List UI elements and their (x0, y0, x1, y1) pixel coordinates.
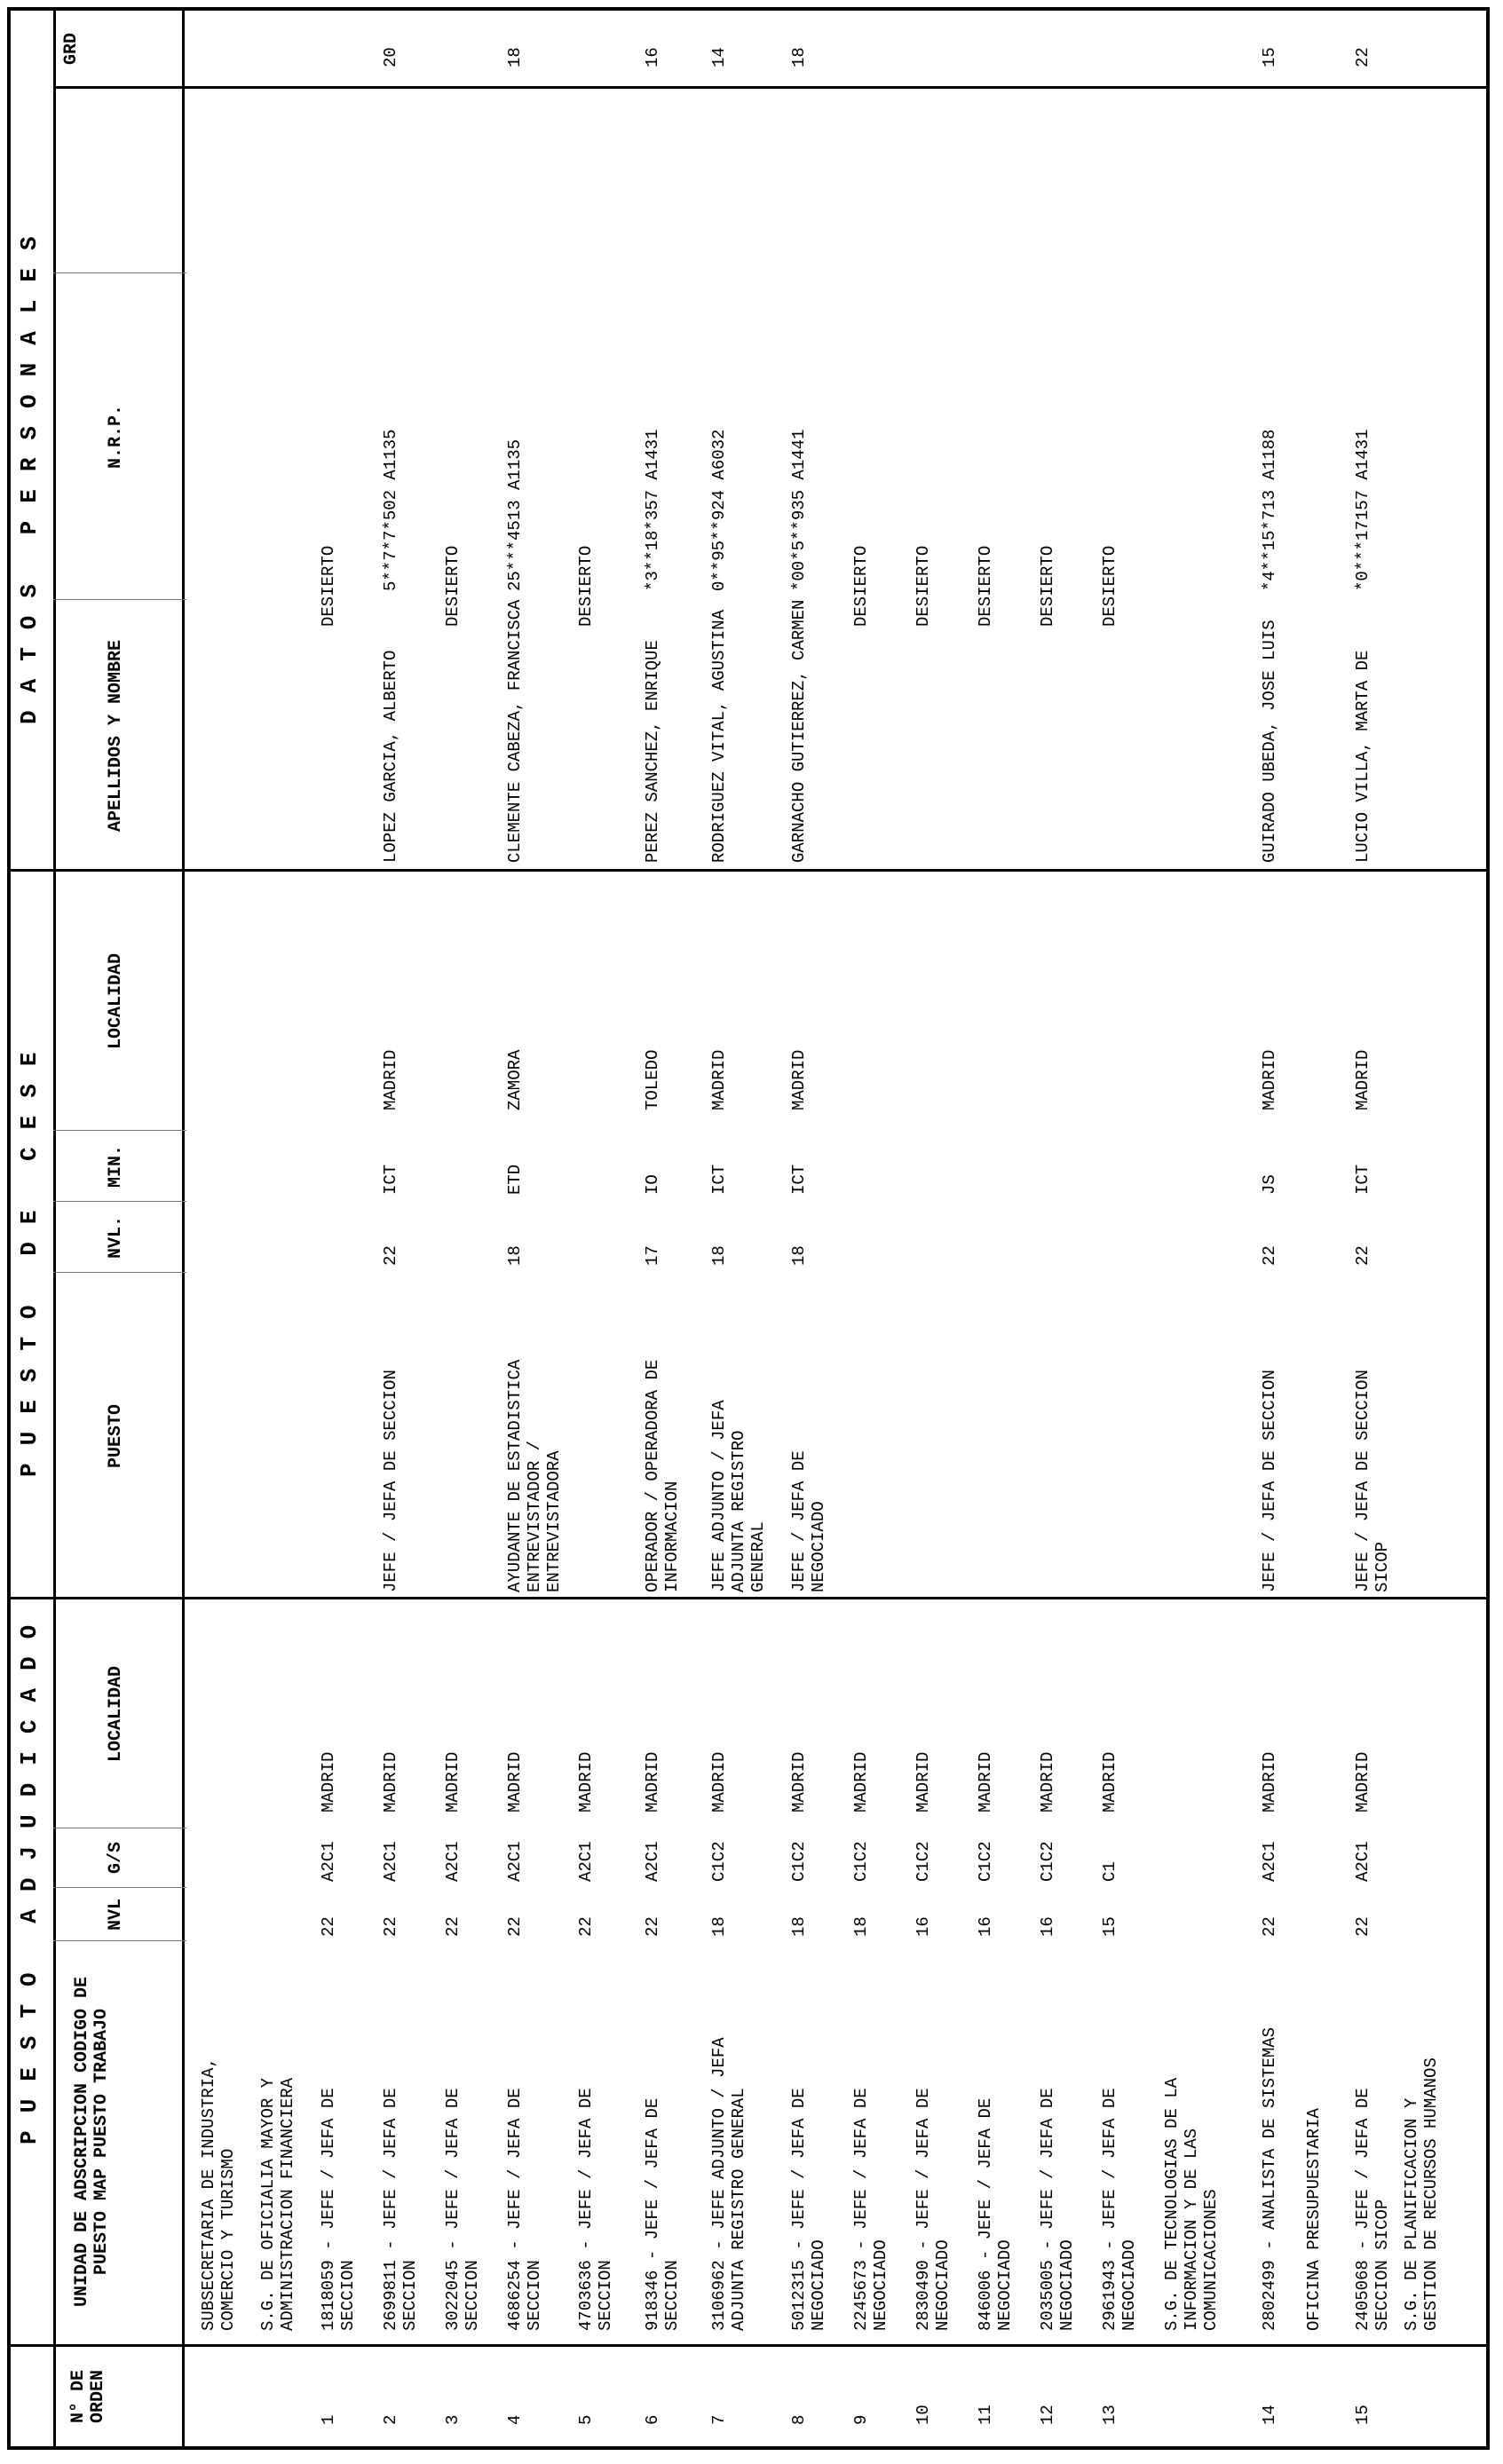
cese-puesto-line2: INFORMACION (662, 1481, 682, 1592)
apellidos-nombre: LOPEZ GARCIA, ALBERTO (381, 650, 400, 863)
gs-cell: A2C1 (505, 1841, 525, 1882)
header-unidad: UNIDAD DE ADSCRIPCION CODIGO DE PUESTO MAP PUESTO TRABAJO (72, 1976, 112, 2308)
section-heading: ADMINISTRACION FINANCIERA (278, 2077, 297, 2331)
grd-divider (53, 86, 1490, 89)
nrp-cell: 5**7*7*502 A1135 (381, 429, 400, 591)
section-heading: COMERCIO Y TURISMO (218, 2148, 238, 2331)
cese-puesto: JEFE / JEFA DE SECCION (1353, 1370, 1372, 1592)
cese-puesto-line3: GENERAL (748, 1521, 768, 1592)
gs-cell: C1C2 (789, 1841, 809, 1882)
nvl-cell: 18 (851, 1916, 871, 1937)
header-min: MIN. (106, 1145, 126, 1189)
section-heading: S.G. DE TECNOLOGIAS DE LA (1162, 2077, 1182, 2331)
header-nvl: NVL (106, 1899, 126, 1931)
section-heading: SUBSECRETARIA DE INDUSTRIA, (199, 2057, 218, 2331)
group-datos: DATOS PERSONALES (16, 218, 43, 724)
gs-cell: A2C1 (1353, 1841, 1372, 1882)
cese-min: IO (643, 1174, 662, 1195)
gs-cell: C1C2 (914, 1841, 933, 1882)
localidad-cell: MADRID (505, 1751, 525, 1812)
group-adjudicado: PUESTO ADJUDICADO (16, 1607, 43, 2144)
cese-puesto: OPERADOR / OPERADORA DE (643, 1359, 662, 1592)
gs-loc-divider (53, 1887, 186, 1888)
header-nvl-cese: NVL. (106, 1216, 126, 1260)
puesto-code: 5012315 - JEFE / JEFA DE (789, 2088, 809, 2331)
nrp-cell: *0***17157 A1431 (1353, 429, 1372, 591)
nvl-cell: 22 (643, 1916, 662, 1937)
grd-cell: 16 (643, 47, 662, 67)
cese-localidad: MADRID (709, 1049, 729, 1110)
nrp-cell: *00*5**935 A1441 (789, 429, 809, 591)
localidad-cell: MADRID (976, 1751, 995, 1812)
gs-cell: C1C2 (1038, 1841, 1057, 1882)
gs-cell: A2C1 (1260, 1841, 1279, 1882)
cese-divider (7, 1597, 1490, 1599)
localidad-cell: MADRID (1038, 1751, 1057, 1812)
apellidos-nombre: DESIERTO (976, 545, 995, 627)
gs-cell: A2C1 (643, 1841, 662, 1882)
row-number: 3 (443, 2414, 463, 2425)
localidad-cell: MADRID (643, 1751, 662, 1812)
puesto-line2: SECCION (463, 2260, 482, 2331)
puesto-code: 2961943 - JEFE / JEFA DE (1100, 2088, 1119, 2331)
nvl-cell: 16 (976, 1916, 995, 1937)
cese-localidad: MADRID (1260, 1049, 1279, 1110)
header-localidad-cese: LOCALIDAD (106, 952, 126, 1050)
puesto-line2: NEGOCIADO (1057, 2239, 1077, 2331)
puesto-line2: NEGOCIADO (933, 2239, 953, 2331)
row-number: 2 (381, 2414, 400, 2425)
localidad-cell: MADRID (1353, 1751, 1372, 1812)
puesto-code: 2405068 - JEFE / JEFA DE (1353, 2088, 1372, 2331)
cese-localidad: TOLEDO (643, 1049, 662, 1110)
apellidos-nombre: DESIERTO (1100, 545, 1119, 627)
apellidos-nombre: GUIRADO UBEDA, JOSE LUIS (1260, 620, 1279, 863)
puesto-code: 2699811 - JEFE / JEFA DE (381, 2088, 400, 2331)
header-apellidos: APELLIDOS Y NOMBRE (106, 639, 126, 833)
puesto-line2: ADJUNTA REGISTRO GENERAL (729, 2088, 748, 2331)
cese-min: ICT (1353, 1164, 1372, 1195)
group-divider (53, 7, 56, 2450)
puesto-code: 4703636 - JEFE / JEFA DE (576, 2088, 596, 2331)
cese-min: JS (1260, 1174, 1279, 1195)
puesto-code: 918346 - JEFE / JEFA DE (643, 2097, 662, 2331)
grd-cell: 18 (789, 47, 809, 67)
apellidos-nombre: GARNACHO GUTIERREZ, CARMEN (789, 599, 809, 863)
puesto-code: 1818059 - JEFE / JEFA DE (319, 2088, 338, 2331)
cese-nvl: 22 (381, 1245, 400, 1266)
header-divider (182, 7, 185, 2450)
puesto-line2: SECCION (596, 2260, 615, 2331)
cese-puesto: AYUDANTE DE ESTADISTICA (505, 1359, 525, 1592)
nvl-cell: 22 (576, 1916, 596, 1937)
row-number: 13 (1100, 2405, 1119, 2425)
cese-min: ICT (789, 1164, 809, 1195)
row-number: 7 (709, 2414, 729, 2425)
header-orden: N° DE ORDEN (68, 2370, 108, 2424)
puesto-code: 2245673 - JEFE / JEFA DE (851, 2088, 871, 2331)
section-heading: GESTION DE RECURSOS HUMANOS (1421, 2057, 1441, 2331)
puesto-code: 4686254 - JEFE / JEFA DE (505, 2088, 525, 2331)
puesto-line2: NEGOCIADO (809, 2239, 828, 2331)
puesto-code: 2035005 - JEFE / JEFA DE (1038, 2088, 1057, 2331)
row-number: 1 (319, 2414, 338, 2425)
gs-cell: A2C1 (443, 1841, 463, 1882)
row-number: 10 (914, 2405, 933, 2425)
cese-puesto: JEFE ADJUNTO / JEFA (709, 1400, 729, 1592)
orden-divider (7, 2344, 1490, 2347)
cese-nvl: 22 (1260, 1245, 1279, 1266)
cese-puesto-line3: ENTREVISTADORA (544, 1450, 564, 1592)
puesto-code: 2802499 - ANALISTA DE SISTEMAS (1260, 2026, 1279, 2331)
nvl-cell: 22 (505, 1916, 525, 1937)
nvl-cell: 15 (1100, 1916, 1119, 1937)
grd-cell: 15 (1260, 47, 1279, 67)
nvl-cell: 18 (709, 1916, 729, 1937)
nvl-cell: 16 (1038, 1916, 1057, 1937)
cese-nvl: 18 (505, 1245, 525, 1266)
grd-cell: 18 (505, 47, 525, 67)
localidad-cell: MADRID (1260, 1751, 1279, 1812)
nvl-cell: 22 (1260, 1916, 1279, 1937)
cese-min: ICT (709, 1164, 729, 1195)
localidad-cell: MADRID (381, 1751, 400, 1812)
group-cese: PUESTO DE CESE (16, 1034, 43, 1477)
apellidos-nombre: PEREZ SANCHEZ, ENRIQUE (643, 640, 662, 863)
localidad-cell: MADRID (576, 1751, 596, 1812)
cese-nvl: 18 (789, 1245, 809, 1266)
header-localidad: LOCALIDAD (106, 1665, 126, 1763)
apellidos-nombre: RODRIGUEZ VITAL, AGUSTINA (709, 609, 729, 863)
apellidos-nombre: CLEMENTE CABEZA, FRANCISCA (505, 599, 525, 863)
row-number: 4 (505, 2414, 525, 2425)
cese-localidad: MADRID (1353, 1049, 1372, 1110)
header-puesto: PUESTO (106, 1404, 126, 1469)
apellidos-nombre: DESIERTO (851, 545, 871, 627)
nvl-cell: 18 (789, 1916, 809, 1937)
nvl-gs-divider (53, 1940, 186, 1941)
localidad-cell: MADRID (319, 1751, 338, 1812)
puesto-line2: SECCION (662, 2260, 682, 2331)
row-number: 12 (1038, 2405, 1057, 2425)
nrp-cell: 0**95**924 A6032 (709, 429, 729, 591)
puesto-line2: SECCION (400, 2260, 420, 2331)
cese-localidad: MADRID (381, 1049, 400, 1110)
cese-puesto-line2: SICOP (1372, 1541, 1392, 1592)
cese-min: ETD (505, 1164, 525, 1195)
section-heading: INFORMACION Y DE LAS (1182, 2128, 1201, 2331)
apellidos-nombre: DESIERTO (443, 545, 463, 627)
puesto-line2: NEGOCIADO (871, 2239, 890, 2331)
gs-cell: C1C2 (851, 1841, 871, 1882)
localidad-cell: MADRID (1100, 1751, 1119, 1812)
section-heading: COMUNICACIONES (1201, 2189, 1221, 2331)
puesto-line2: SECCION SICOP (1372, 2199, 1392, 2331)
section-heading: OFICINA PRESUPUESTARIA (1304, 2108, 1324, 2331)
header-nrp: N.R.P. (106, 405, 126, 470)
gs-cell: A2C1 (381, 1841, 400, 1882)
nvl-cell: 22 (319, 1916, 338, 1937)
header-grd: GRD (61, 33, 82, 66)
cese-min: ICT (381, 1164, 400, 1195)
row-number: 6 (643, 2414, 662, 2425)
cese-localidad: ZAMORA (505, 1049, 525, 1110)
section-heading: S.G. DE PLANIFICACION Y (1402, 2097, 1421, 2331)
grd-cell: 20 (381, 47, 400, 67)
row-number: 11 (976, 2405, 995, 2425)
section-heading: S.G. DE OFICIALIA MAYOR Y (258, 2077, 278, 2331)
puesto-line2: NEGOCIADO (995, 2239, 1015, 2331)
cese-puesto-line2: NEGOCIADO (809, 1501, 828, 1592)
row-number: 8 (789, 2414, 809, 2425)
apellidos-nombre: DESIERTO (576, 545, 596, 627)
gs-cell: C1C2 (709, 1841, 729, 1882)
datos-divider (7, 869, 1490, 872)
localidad-cell: MADRID (851, 1751, 871, 1812)
cese-nvl: 17 (643, 1245, 662, 1266)
nrp-cell: 25***4513 A1135 (505, 438, 525, 591)
row-number: 14 (1260, 2405, 1279, 2425)
puesto-code: 846006 - JEFE / JEFA DE (976, 2097, 995, 2331)
nvl-cell: 22 (381, 1916, 400, 1937)
apellidos-nombre: DESIERTO (1038, 545, 1057, 627)
cese-nvl: 18 (709, 1245, 729, 1266)
cese-puesto-line2: ADJUNTA REGISTRO (729, 1430, 748, 1592)
gs-cell: C1 (1100, 1861, 1119, 1882)
nvl-cell: 22 (443, 1916, 463, 1937)
nvl-cell: 16 (914, 1916, 933, 1937)
puesto-code: 3022045 - JEFE / JEFA DE (443, 2088, 463, 2331)
puesto-line2: SECCION (338, 2260, 358, 2331)
cese-puesto: JEFE / JEFA DE SECCION (1260, 1370, 1279, 1592)
localidad-cell: MADRID (709, 1751, 729, 1812)
localidad-cell: MADRID (914, 1751, 933, 1812)
puesto-code: 2830490 - JEFE / JEFA DE (914, 2088, 933, 2331)
grd-cell: 14 (709, 47, 729, 67)
cese-puesto: JEFE / JEFA DE SECCION (381, 1370, 400, 1592)
apellidos-nombre: DESIERTO (914, 545, 933, 627)
puesto-code: 3106962 - JEFE ADJUNTO / JEFA (709, 2037, 729, 2331)
cese-localidad: MADRID (789, 1049, 809, 1110)
row-number: 5 (576, 2414, 596, 2425)
apellidos-nombre: LUCIO VILLA, MARTA DE (1353, 650, 1372, 863)
cese-nvl: 22 (1353, 1245, 1372, 1266)
nvl-cell: 22 (1353, 1916, 1372, 1937)
gs-cell: A2C1 (319, 1841, 338, 1882)
nrp-cell: *3**18*357 A1431 (643, 429, 662, 591)
localidad-cell: MADRID (789, 1751, 809, 1812)
cese-puesto: JEFE / JEFA DE (789, 1450, 809, 1592)
row-number: 9 (851, 2414, 871, 2425)
row-number: 15 (1353, 2405, 1372, 2425)
puesto-line2: NEGOCIADO (1119, 2239, 1139, 2331)
apellidos-nombre: DESIERTO (319, 545, 338, 627)
gs-cell: C1C2 (976, 1841, 995, 1882)
nrp-cell: *4**15*713 A1188 (1260, 429, 1279, 591)
cese-puesto-line2: ENTREVISTADOR / (525, 1440, 544, 1592)
localidad-cell: MADRID (443, 1751, 463, 1812)
gs-cell: A2C1 (576, 1841, 596, 1882)
grd-cell: 22 (1353, 47, 1372, 67)
puesto-line2: SECCION (525, 2260, 544, 2331)
header-gs: G/S (106, 1842, 126, 1875)
